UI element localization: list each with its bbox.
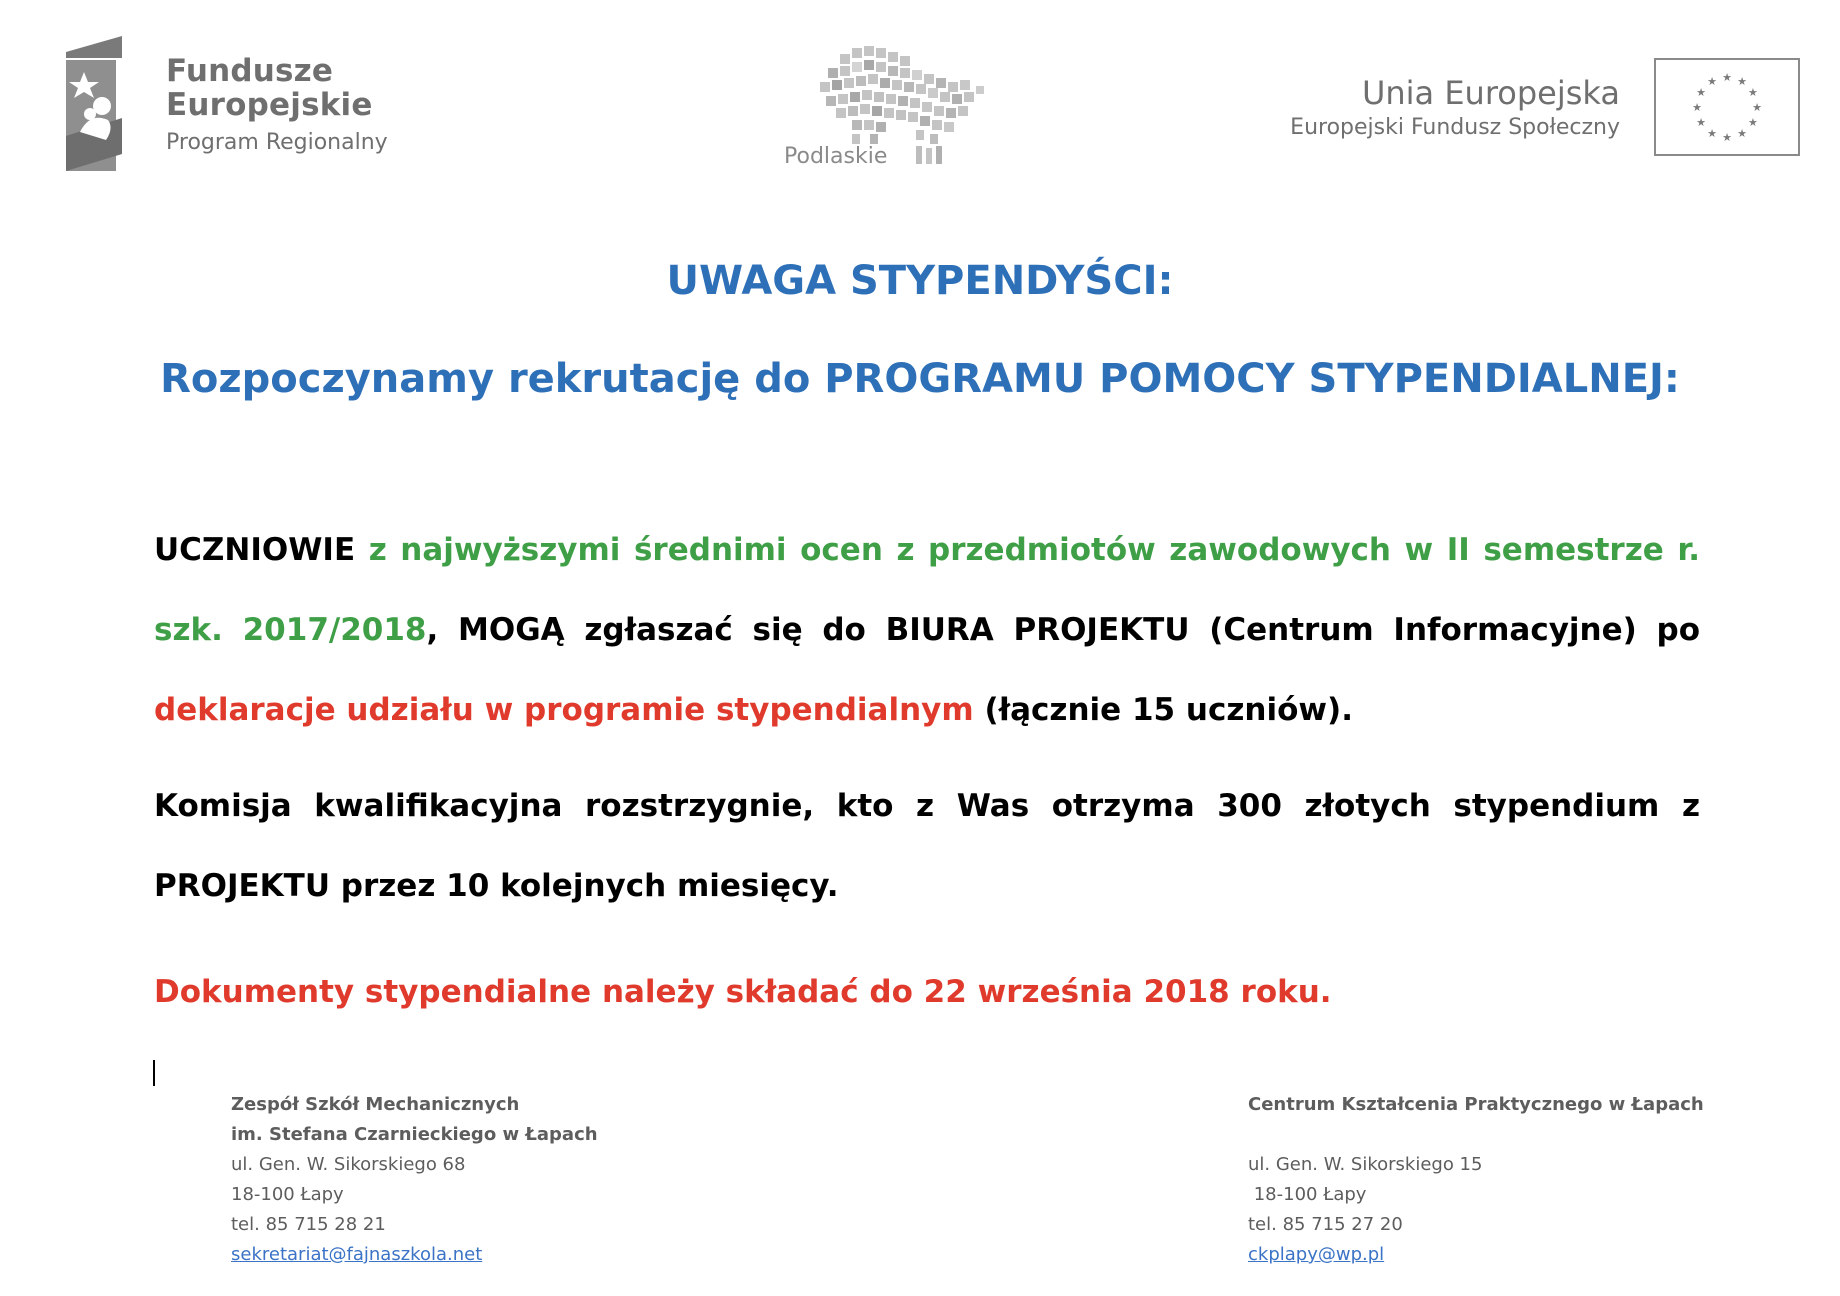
- unia-europejska-label: Unia Europejska: [1361, 74, 1620, 112]
- school-patron: im. Stefana Czarnieckiego w Łapach: [231, 1124, 598, 1145]
- school-name: Zespół Szkół Mechanicznych: [231, 1094, 520, 1115]
- eu-star: ★: [1707, 75, 1717, 89]
- school-phone: tel. 85 715 28 21: [231, 1214, 386, 1235]
- school-city: 18-100 Łapy: [231, 1184, 344, 1205]
- students-label: UCZNIOWIE: [154, 532, 356, 568]
- eu-star: ★: [1696, 86, 1706, 99]
- podlaskie-label: Podlaskie: [784, 144, 888, 169]
- declaration-highlight: deklaracje udziału w programie stypendialnym: [154, 692, 974, 728]
- eligibility-criteria: z najwyższymi średnimi ocen z przedmiotów zawodowych w II semestrze r. szk. 2017/2018: [154, 532, 1700, 648]
- apply-instruction: , MOGĄ zgłaszać się do BIURA PROJEKTU (Centrum Informacyjne) po: [426, 612, 1701, 648]
- eu-star: ★: [1696, 116, 1706, 129]
- eu-star: ★: [1722, 131, 1732, 144]
- efs-label: Europejski Fundusz Społeczny: [1290, 115, 1620, 140]
- deadline-paragraph: Dokumenty stypendialne należy składać do 22 września 2018 roku.: [154, 974, 1332, 1010]
- recruitment-paragraph: [154, 510, 1700, 750]
- ckp-city: 18-100 Łapy: [1248, 1184, 1367, 1205]
- page-subtitle: Rozpoczynamy rekrutację do PROGRAMU POMOCY STYPENDIALNEJ:: [160, 356, 1680, 402]
- footer-ckp-contact: [1248, 1090, 1704, 1270]
- program-regionalny-label: Program Regionalny: [166, 130, 388, 155]
- school-email-link[interactable]: sekretariat@fajnaszkola.net: [231, 1244, 483, 1265]
- eu-star: ★: [1748, 116, 1758, 129]
- podlaskie-logo: [780, 40, 1020, 170]
- eu-star: ★: [1722, 71, 1732, 84]
- commission-paragraph: Komisja kwalifikacyjna rozstrzygnie, kto z Was otrzyma 300 złotych stypendium z PROJEKTU przez 10 kolejnych miesięcy.: [154, 788, 1700, 904]
- footer-school-contact: [231, 1090, 598, 1270]
- eu-star: ★: [1748, 86, 1758, 99]
- text-cursor: [153, 1060, 155, 1086]
- eu-star: ★: [1707, 126, 1717, 140]
- ckp-street: ul. Gen. W. Sikorskiego 15: [1248, 1154, 1483, 1175]
- eu-star: ★: [1692, 101, 1702, 114]
- europejskie-label: Europejskie: [166, 87, 373, 123]
- eu-star: ★: [1752, 101, 1762, 114]
- fundusze-label: Fundusze: [166, 53, 334, 89]
- school-street: ul. Gen. W. Sikorskiego 68: [231, 1154, 466, 1175]
- eu-star: ★: [1737, 75, 1747, 89]
- page-title: UWAGA STYPENDYŚCI:: [666, 258, 1174, 304]
- ckp-phone: tel. 85 715 27 20: [1248, 1214, 1403, 1235]
- ckp-email-link[interactable]: ckplapy@wp.pl: [1248, 1244, 1385, 1265]
- fundusze-europejskie-logo: [66, 36, 406, 176]
- ckp-name: Centrum Kształcenia Praktycznego w Łapach: [1248, 1094, 1704, 1115]
- unia-europejska-logo: [1290, 56, 1800, 166]
- eu-star: ★: [1737, 126, 1747, 140]
- footer-spacer: [1248, 1120, 1704, 1150]
- student-count: (łącznie 15 uczniów).: [973, 692, 1353, 728]
- fundusze-europejskie-emblem-icon: [66, 36, 156, 171]
- eu-flag-icon: [1654, 58, 1800, 156]
